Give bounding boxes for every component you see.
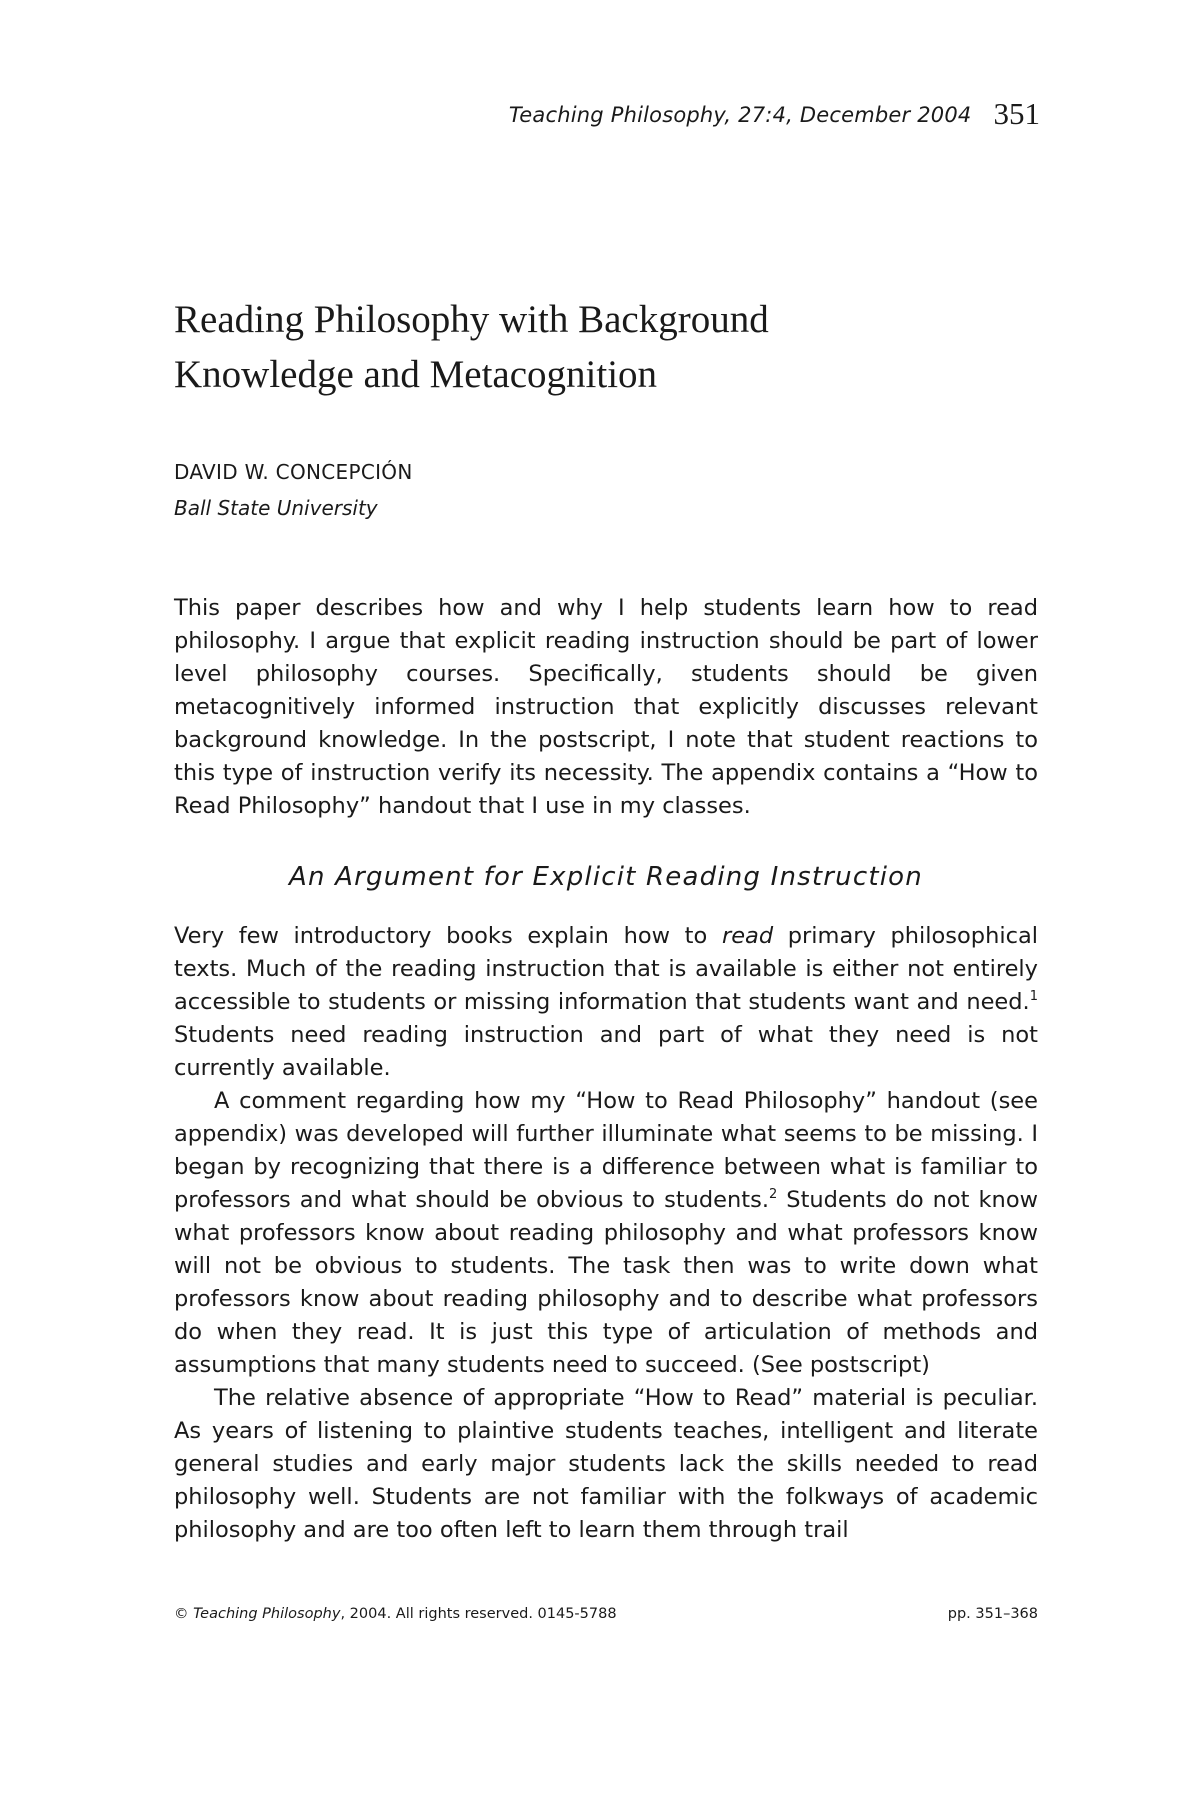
- copyright-notice: [174, 1606, 617, 1622]
- author-affiliation: Ball State University: [174, 496, 378, 520]
- page-footer: [174, 1606, 1038, 1622]
- footnote-marker-1[interactable]: 1: [1029, 989, 1038, 1004]
- title-line-2: Knowledge and Metacognition: [174, 353, 658, 396]
- body-text: [174, 920, 1038, 1547]
- section-heading: An Argument for Explicit Reading Instruction: [289, 862, 923, 892]
- paragraph-2: [174, 1085, 1038, 1382]
- paragraph-1-text-b: primary philosophical texts. Much of the reading instruction that is available is either not entirely accessible to students or missing information that students want and need.: [174, 923, 1038, 1015]
- paragraph-2-text-b: Students do not know what professors know about reading philosophy and what professors know will not be obvious to students. The task then was to write down what professors know about reading philosophy and to describe what professors do when they read. It is just this type of articulation of methods and assumptions that many students need to succeed. (See postscript): [174, 1187, 1038, 1378]
- paragraph-2-text-a: A comment regarding how my “How to Read Philosophy” handout (see appendix) was developed will further illuminate what seems to be missing. I began by recognizing that there is a difference between what is familiar to professors and what should be obvious to students.: [174, 1088, 1038, 1213]
- running-head: [420, 96, 1040, 132]
- paragraph-1: [174, 920, 1038, 1085]
- emphasis-read: read: [721, 923, 774, 949]
- paragraph-1-text-c: Students need reading instruction and part of what they need is not currently available.: [174, 1022, 1038, 1081]
- footer-journal-name: Teaching Philosophy: [193, 1606, 341, 1622]
- copyright-symbol: ©: [174, 1606, 194, 1622]
- footer-rights: , 2004. All rights reserved. 0145-5788: [340, 1606, 617, 1622]
- page-number: 351: [993, 96, 1040, 131]
- author-name: DAVID W. CONCEPCIÓN: [174, 460, 413, 484]
- paragraph-1-text-a: Very few introductory books explain how to: [174, 923, 722, 949]
- paragraph-3: The relative absence of appropriate “How to Read” material is peculiar. As years of listening to plaintive students teaches, intelligent and literate general studies and early major students lack the skills needed to read philosophy well. Students are not familiar with the folkways of academic philosophy and are too often left to learn them through trail: [174, 1385, 1038, 1543]
- footnote-marker-2[interactable]: 2: [768, 1187, 778, 1202]
- title-line-1: Reading Philosophy with Background: [174, 298, 769, 341]
- abstract: This paper describes how and why I help students learn how to read philosophy. I argue that explicit reading instruction should be part of lower level philosophy courses. Specifically, students should be given metacognitively informed instruction that explicitly discusses relevant background knowledge. In the postscript, I note that student reactions to this type of instruction verify its necessity. The appendix contains a “How to Read Philosophy” handout that I use in my classes.: [174, 595, 1038, 819]
- journal-citation: Teaching Philosophy, 27:4, December 2004: [508, 103, 972, 127]
- article-title: [174, 292, 1074, 402]
- page-range: pp. 351–368: [947, 1606, 1038, 1622]
